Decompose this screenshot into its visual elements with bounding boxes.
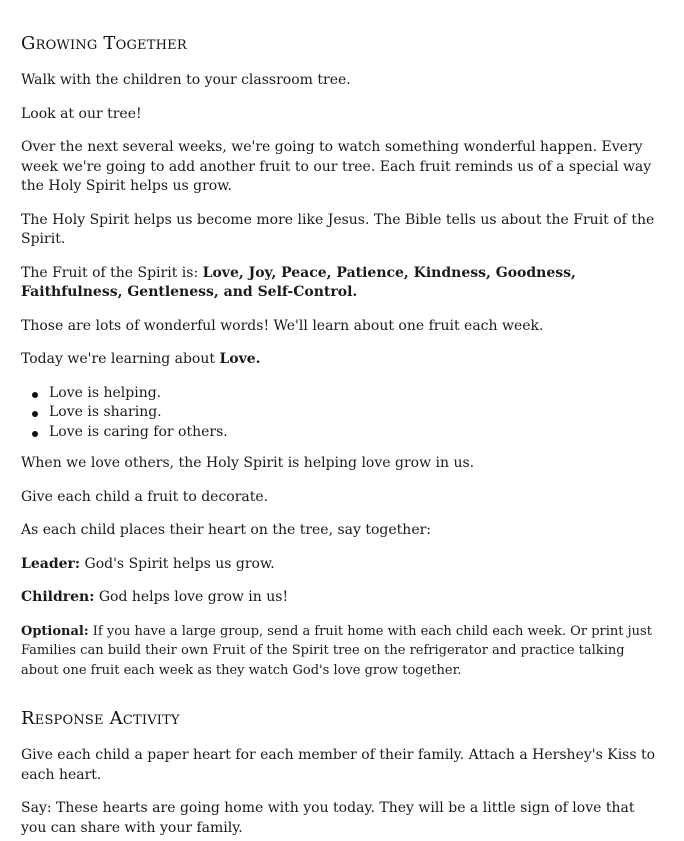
paragraph <box>21 264 663 303</box>
section-heading-growing-together: Growing Together <box>21 33 187 54</box>
list-item: Love is helping. <box>21 384 663 404</box>
leader-line <box>21 555 663 575</box>
paragraph-text: Today we're learning about <box>21 351 220 367</box>
leader-text: God's Spirit helps us grow. <box>80 555 275 572</box>
paragraph: Give each child a paper heart for each member of their family. Attach a Hershey's Kiss to each heart. <box>21 747 656 783</box>
paragraph: Walk with the children to your classroom tree. <box>21 72 351 88</box>
paragraph: As each child places their heart on the tree, say together: <box>21 522 432 538</box>
love-bullet-list <box>21 384 663 443</box>
leader-label: Leader: <box>21 555 81 572</box>
section-heading-response-activity: Response Activity <box>21 708 180 729</box>
paragraph: Over the next several weeks, we're going to watch something wonderful happen. Every week we're going to add another fruit to our tree. Each fruit reminds us of a special way the Holy Spirit helps us grow. <box>21 139 652 194</box>
optional-note <box>21 622 663 681</box>
paragraph: Give each child a fruit to decorate. <box>21 488 269 505</box>
love-bold: Love. <box>219 351 261 367</box>
children-text: God helps love grow in us! <box>94 589 289 605</box>
paragraph: Those are lots of wonderful words! We'll learn about one fruit each week. <box>21 317 544 334</box>
paragraph: The Holy Spirit helps us become more like Jesus. The Bible tells us about the Fruit of the Spirit. <box>21 211 655 247</box>
paragraph: Say: These hearts are going home with you today. They will be a little sign of love that you can share with your family. <box>21 800 635 836</box>
paragraph: Look at our tree! <box>21 105 142 122</box>
paragraph: When we love others, the Holy Spirit is helping love grow in us. <box>21 455 475 471</box>
list-item: Love is caring for others. <box>21 423 663 443</box>
paragraph-text: The Fruit of the Spirit is: <box>21 264 203 281</box>
paragraph <box>21 350 663 370</box>
children-label: Children: <box>21 589 95 605</box>
optional-label: Optional: <box>21 623 89 639</box>
section-body-growing-together <box>21 71 663 680</box>
list-item: Love is sharing. <box>21 403 663 423</box>
section-body-response-activity <box>21 746 663 838</box>
children-line <box>21 588 663 608</box>
fruit-list-bold: Love, Joy, Peace, Patience, Kindness, Goodness, Faithfulness, Gentleness, and Self-Control. <box>21 264 576 300</box>
optional-text: If you have a large group, send a fruit home with each child each week. Or print just Families can build their own Fruit of the Spirit tree on the refrigerator and practice talking about one fruit each week as they watch God's love grow together. <box>21 623 652 678</box>
